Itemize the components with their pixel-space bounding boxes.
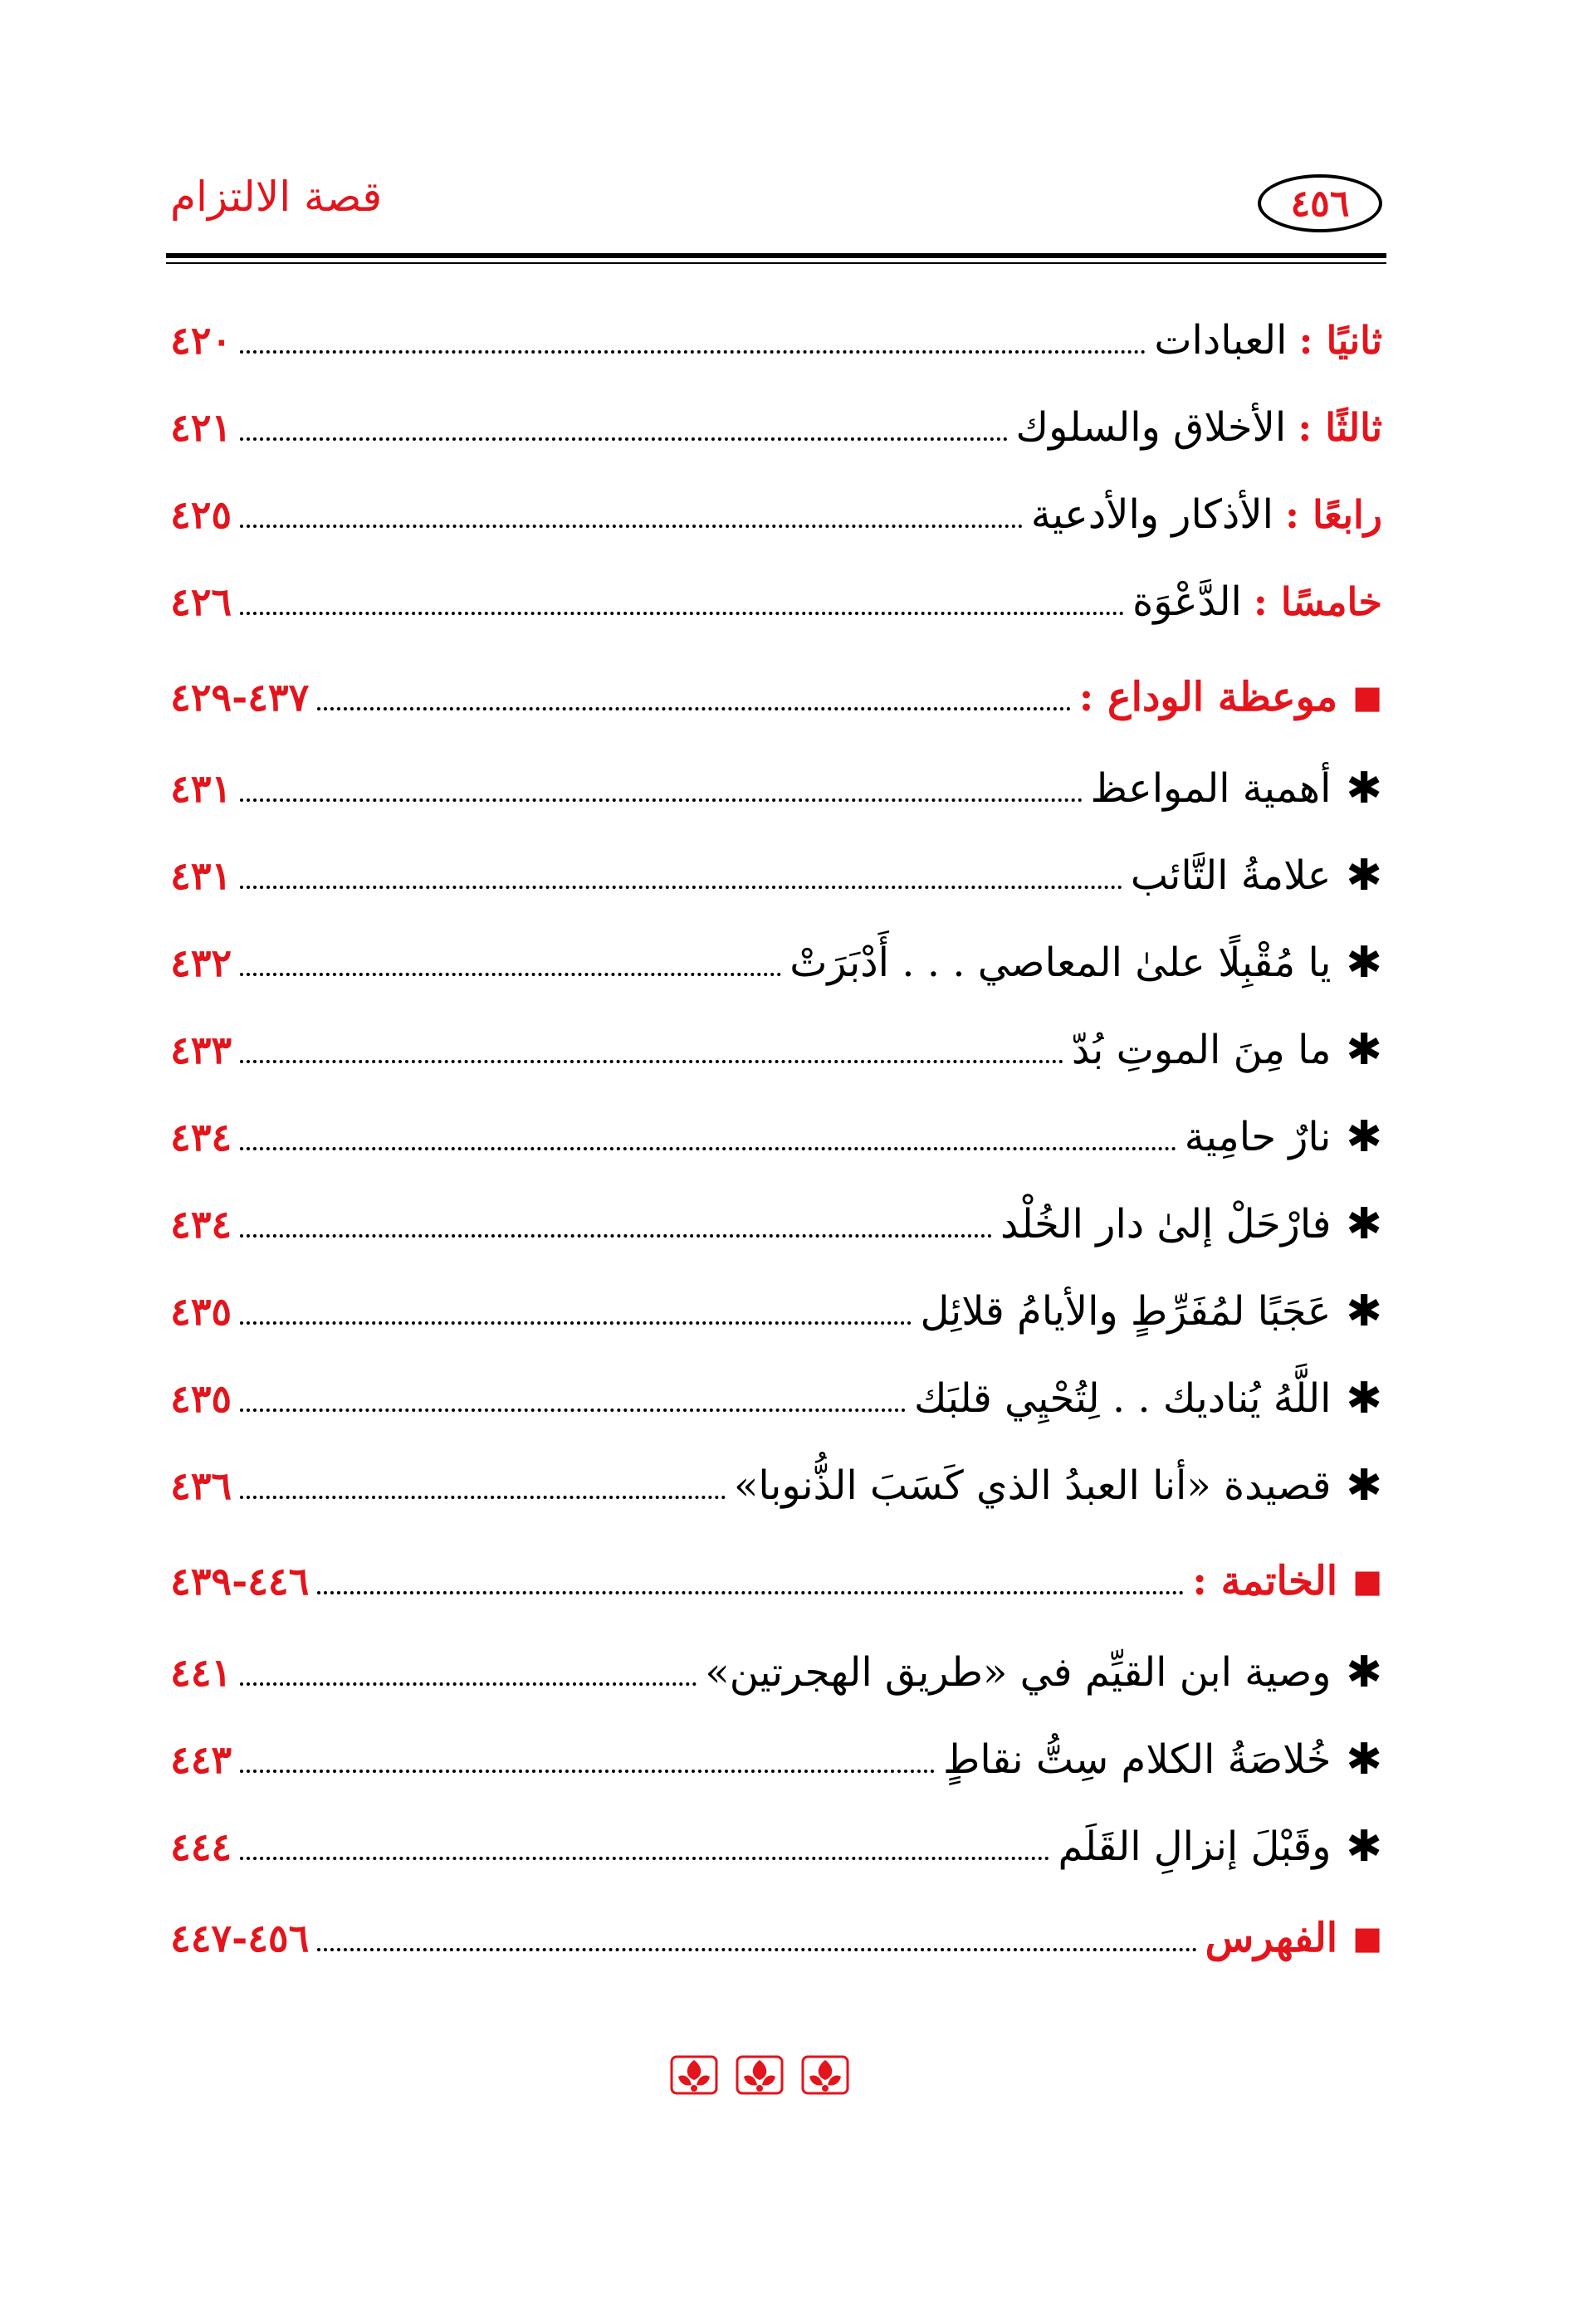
toc-entry-title: الأذكار والأدعية: [1030, 491, 1273, 538]
toc-entry-label: [914, 1375, 1331, 1422]
asterisk-bullet-icon: ✱: [1346, 938, 1382, 988]
toc-entry[interactable]: [170, 747, 1382, 830]
page-number-badge: [1258, 174, 1382, 232]
dot-leader: [240, 1060, 1063, 1063]
toc-entry-title: ما مِنَ الموتِ بُدّ: [1071, 1027, 1332, 1073]
dot-leader: [240, 612, 1124, 615]
toc-entry-label: [1079, 674, 1338, 720]
toc-entry[interactable]: [170, 1270, 1382, 1353]
toc-entry[interactable]: [170, 834, 1382, 917]
asterisk-bullet-icon: ✱: [1346, 1374, 1382, 1423]
toc-entry-page: ٤٣٥: [170, 1376, 232, 1421]
toc-entry-page: ٤٣٣: [170, 1028, 232, 1072]
toc-entry[interactable]: [170, 1008, 1382, 1091]
dot-leader: [240, 1857, 1049, 1860]
toc-entry-title: يا مُقْبِلًا علىٰ المعاصي . . . أَدْبَرَتْ: [790, 940, 1332, 986]
asterisk-bullet-icon: ✱: [1346, 1112, 1382, 1162]
toc-entry-page: ٤٣١: [170, 766, 232, 811]
toc-section[interactable]: [170, 656, 1382, 739]
toc-entry-page: ٤٢٥: [170, 492, 232, 537]
toc-entry[interactable]: [170, 1357, 1382, 1440]
toc-entry-page: ٤٥٦-٤٤٧: [170, 1916, 310, 1960]
toc-section-title: الخاتمة :: [1192, 1558, 1338, 1604]
dot-leader: [240, 973, 781, 976]
toc-entry[interactable]: [170, 386, 1382, 469]
toc-entry-label: [1031, 491, 1382, 538]
toc-entry[interactable]: [170, 1631, 1382, 1714]
toc-entry-label: [1000, 1201, 1331, 1247]
toc-entry-title: وصية ابن القيِّم في «طريق الهجرتين»: [705, 1649, 1332, 1696]
toc-entry-title: الدَّعْوَة: [1132, 579, 1242, 625]
floral-ornament-icon: [734, 2052, 785, 2098]
toc-entry-label: [943, 1736, 1331, 1783]
toc-entry-label: [1058, 1824, 1331, 1870]
dot-leader: [317, 1948, 1196, 1951]
end-ornament: [668, 2050, 851, 2100]
toc-entry[interactable]: [170, 921, 1382, 1004]
toc-entry-page: ٤٢١: [170, 405, 232, 450]
toc-section[interactable]: [170, 1540, 1382, 1623]
toc-entry-page: ٤٣١: [170, 853, 232, 898]
toc-entry-page: ٤٣٤: [170, 1115, 232, 1160]
header-rule-thin: [166, 262, 1386, 264]
asterisk-bullet-icon: ✱: [1346, 764, 1382, 813]
toc-entry-page: ٤٢٠: [170, 318, 232, 363]
toc-entry-label: [1132, 579, 1382, 625]
dot-leader: [240, 1321, 912, 1325]
dot-leader: [240, 1147, 1176, 1150]
toc-entry-label: [1016, 404, 1382, 451]
asterisk-bullet-icon: ✱: [1346, 1286, 1382, 1336]
toc-entry-page: ٤٣٦: [170, 1463, 232, 1508]
dot-leader: [240, 1496, 726, 1499]
toc-entry-prefix: ثالثًا :: [1298, 405, 1382, 450]
toc-entry-label: [1154, 317, 1382, 364]
toc-entry-title: خُلاصَةُ الكلام سِتُّ نقاطٍ: [943, 1736, 1332, 1783]
dot-leader: [240, 437, 1007, 441]
toc-entry[interactable]: [170, 1183, 1382, 1266]
toc-entry-title: الأخلاق والسلوك: [1015, 404, 1287, 451]
dot-leader: [317, 1591, 1184, 1594]
asterisk-bullet-icon: ✱: [1346, 1025, 1382, 1075]
asterisk-bullet-icon: ✱: [1346, 1648, 1382, 1697]
toc-entry[interactable]: [170, 299, 1382, 382]
toc-entry[interactable]: [170, 473, 1382, 556]
toc-entry-title: العبادات: [1154, 317, 1288, 364]
toc-section-title: الفهرس: [1205, 1915, 1338, 1961]
page-header: [170, 156, 1382, 256]
toc-entry-title: قصيدة «أنا العبدُ الذي كَسَبَ الذُّنوبا»: [734, 1462, 1332, 1509]
toc-entry-page: ٤٢٦: [170, 579, 232, 624]
toc-entry-title: وقَبْلَ إنزالِ القَلَم: [1058, 1824, 1332, 1870]
dot-leader: [240, 1682, 697, 1686]
toc-entry-prefix: رابعًا :: [1285, 492, 1382, 537]
toc-entry-page: ٤٣٧-٤٢٩: [170, 675, 310, 720]
toc-entry-label: [1205, 1915, 1337, 1961]
toc-entry-title: عَجَبًا لمُفَرِّطٍ والأيامُ قلائِل: [920, 1288, 1332, 1335]
toc-entry-page: ٤٤٤: [170, 1824, 232, 1869]
dot-leader: [240, 350, 1146, 354]
dot-leader: [240, 1409, 906, 1412]
square-bullet-icon: ■: [1352, 1920, 1382, 1956]
dot-leader: [240, 886, 1122, 889]
toc-entry-label: [705, 1649, 1331, 1696]
toc-entry-page: ٤٤٣: [170, 1737, 232, 1782]
toc-entry-title: نارٌ حامِية: [1184, 1114, 1332, 1160]
header-rule-thick: [166, 253, 1386, 258]
toc-entry-page: ٤٣٤: [170, 1202, 232, 1247]
toc-entry-title: اللَّهُ يُناديك . . لِتُحْيِي قلبَك: [914, 1375, 1332, 1422]
toc-entry-label: [1185, 1114, 1332, 1160]
toc-entry-title: فارْحَلْ إلىٰ دار الخُلْد: [1000, 1201, 1332, 1247]
asterisk-bullet-icon: ✱: [1346, 1199, 1382, 1249]
dot-leader: [317, 707, 1070, 710]
toc-entry-label: [1192, 1558, 1337, 1604]
toc-entry-label: [920, 1288, 1331, 1335]
dot-leader: [240, 1770, 935, 1773]
asterisk-bullet-icon: ✱: [1346, 851, 1382, 901]
square-bullet-icon: ■: [1352, 1563, 1382, 1599]
toc-entry-label: [790, 940, 1331, 986]
square-bullet-icon: ■: [1352, 679, 1382, 715]
asterisk-bullet-icon: ✱: [1346, 1461, 1382, 1511]
toc-section[interactable]: [170, 1897, 1382, 1980]
toc-entry-prefix: خامسًا :: [1253, 579, 1382, 624]
toc-entry-title: علامةُ التَّائب: [1130, 852, 1332, 899]
page-number: ٤٥٦: [1290, 182, 1350, 225]
toc-entry-label: [734, 1462, 1331, 1509]
dot-leader: [240, 1234, 992, 1238]
dot-leader: [240, 798, 1082, 802]
running-title: قصة الالتزام: [170, 173, 383, 221]
asterisk-bullet-icon: ✱: [1346, 1822, 1382, 1872]
toc-entry-title: أهمية المواعظ: [1090, 765, 1332, 812]
asterisk-bullet-icon: ✱: [1346, 1735, 1382, 1784]
toc-entry-page: ٤٣٢: [170, 940, 232, 985]
toc-entry[interactable]: [170, 1805, 1382, 1888]
toc-entry[interactable]: [170, 1718, 1382, 1801]
toc-section-title: موعظة الوداع :: [1078, 674, 1338, 720]
toc-entry[interactable]: [170, 560, 1382, 643]
dot-leader: [240, 525, 1023, 528]
toc-entry-label: [1072, 1027, 1332, 1073]
toc-entry-page: ٤٤٦-٤٣٩: [170, 1559, 310, 1604]
toc-entry-prefix: ثانيًا :: [1298, 318, 1382, 363]
toc-entry-label: [1131, 852, 1332, 899]
toc-entry-page: ٤٣٥: [170, 1289, 232, 1334]
floral-ornament-icon: [668, 2052, 720, 2098]
floral-ornament-icon: [799, 2052, 851, 2098]
toc-entry[interactable]: [170, 1444, 1382, 1527]
toc-entry-page: ٤٤١: [170, 1650, 232, 1695]
toc-entry-label: [1091, 765, 1332, 812]
toc-entry[interactable]: [170, 1096, 1382, 1179]
